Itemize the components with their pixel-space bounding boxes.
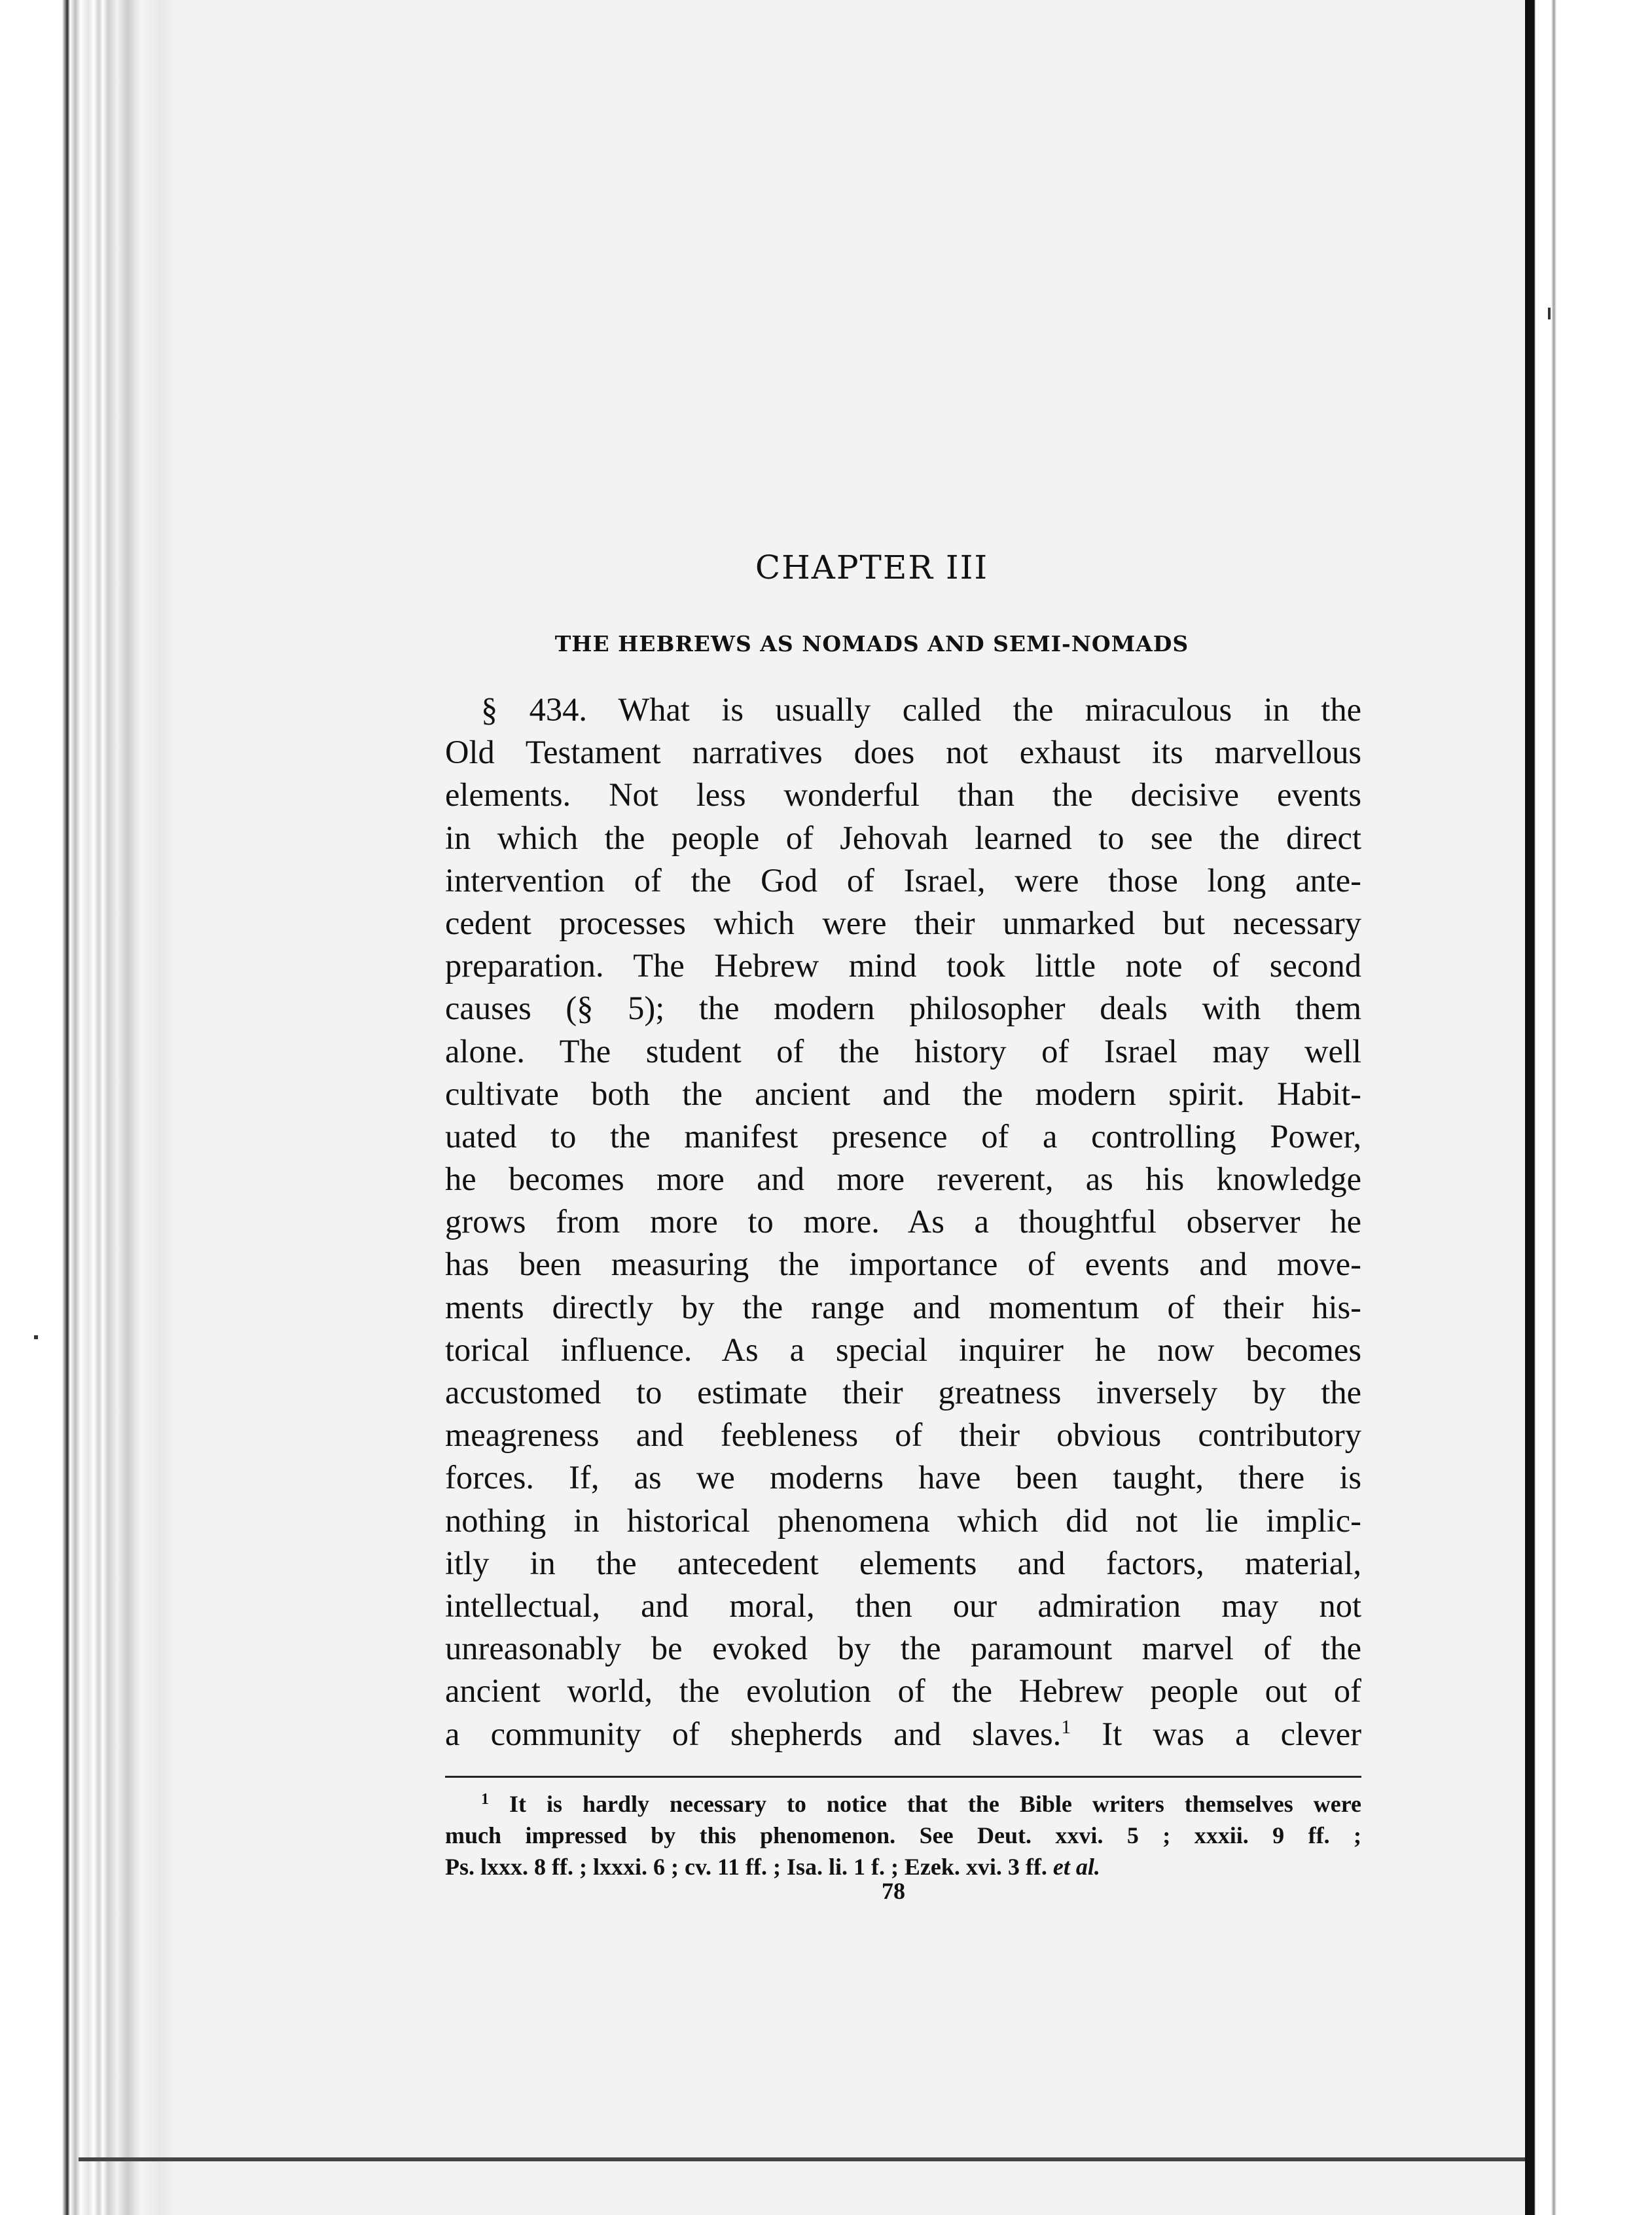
body-line-text: It was a clever [1102, 1715, 1362, 1752]
body-line: ments directly by the range and momentum of their his- [445, 1288, 1361, 1325]
body-line: preparation. The Hebrew mind took little note of second [445, 947, 1361, 984]
body-line: § 434. What is usually called the miraculous in the [481, 691, 1361, 728]
body-line: ancient world, the evolution of the Hebrew people out of [445, 1672, 1361, 1710]
scan-speck [1548, 308, 1551, 319]
body-line: nothing in historical phenomena which did not lie implic- [445, 1502, 1361, 1539]
chapter-title: CHAPTER III [755, 549, 989, 586]
body-line: unreasonably be evoked by the paramount marvel of the [445, 1630, 1361, 1667]
body-line: accustomed to estimate their greatness inversely by the [445, 1374, 1361, 1411]
body-line: meagreness and feebleness of their obvious contributory [445, 1416, 1361, 1454]
footnote-divider [445, 1776, 1361, 1778]
chapter-subtitle: THE HEBREWS AS NOMADS AND SEMI-NOMADS [554, 631, 1189, 657]
body-paragraph [445, 689, 1361, 1756]
book-binding-edge [62, 0, 177, 2215]
page-number: 78 [882, 1878, 905, 1904]
body-line-last [445, 1713, 1361, 1756]
body-line: forces. If, as we moderns have been taught, there is [445, 1459, 1361, 1496]
footnote-reference: 1 [1061, 1716, 1071, 1738]
body-line: uated to the manifest presence of a controlling Power, [445, 1117, 1361, 1155]
footnote-line-text: Ps. lxxx. 8 ff. ; lxxxi. 6 ; cv. 11 ff. ; Isa. li. 1 f. ; Ezek. xvi. 3 ff. [445, 1854, 1047, 1880]
body-line: itly in the antecedent elements and factors, material, [445, 1544, 1361, 1581]
scan-speck [34, 1335, 38, 1339]
body-line: causes (§ 5); the modern philosopher deals with them [445, 990, 1361, 1027]
body-line-text: a community of shepherds and slaves. [445, 1715, 1062, 1752]
footnote [445, 1788, 1361, 1882]
body-line: cedent processes which were their unmarked but necessary [445, 904, 1361, 941]
footnote-line-text: It is hardly necessary to notice that the Bible writers themselves were [509, 1791, 1362, 1817]
footnote-line: much impressed by this phenomenon. See Deut. xxvi. 5 ; xxxii. 9 ff. ; [445, 1822, 1361, 1848]
footnote-marker: 1 [481, 1791, 489, 1808]
body-line: intervention of the God of Israel, were those long ante- [445, 861, 1361, 899]
facing-page-edge [1525, 0, 1564, 2215]
body-line: has been measuring the importance of events and move- [445, 1246, 1361, 1283]
body-line: intellectual, and moral, then our admiration may not [445, 1587, 1361, 1624]
body-line: he becomes more and more reverent, as his knowledge [445, 1161, 1361, 1198]
body-line: alone. The student of the history of Israel may well [445, 1032, 1361, 1070]
body-line: grows from more to more. As a thoughtful observer he [445, 1203, 1361, 1240]
body-line: cultivate both the ancient and the modern spirit. Habit- [445, 1075, 1361, 1112]
body-line: torical influence. As a special inquirer he now becomes [445, 1331, 1361, 1368]
body-line: Old Testament narratives does not exhaust its marvellous [445, 734, 1361, 771]
footnote-line-italic: et al. [1052, 1854, 1100, 1880]
body-line: in which the people of Jehovah learned to see the direct [445, 819, 1361, 856]
footnote-line [445, 1788, 1361, 1820]
page-bottom-edge [79, 2157, 1525, 2161]
body-line: elements. Not less wonderful than the decisive events [445, 776, 1361, 814]
